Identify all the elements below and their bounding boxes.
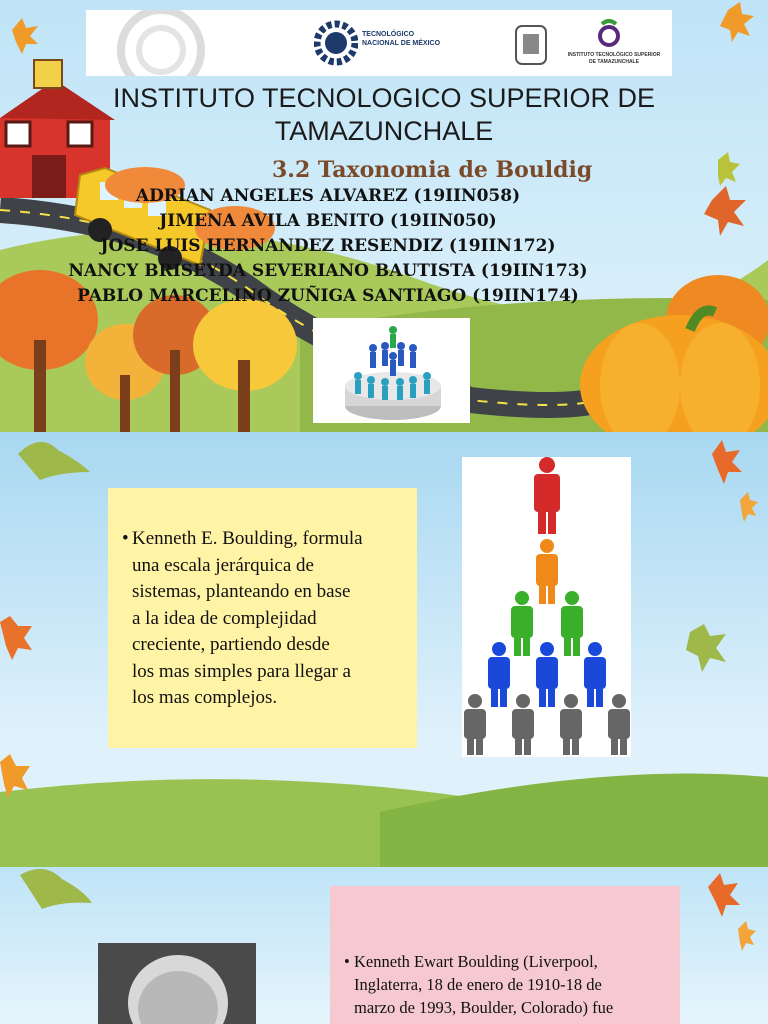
paragraph-line: creciente, partiendo desde bbox=[132, 634, 330, 655]
hierarchy-pyramid-image bbox=[462, 457, 631, 757]
aztec-calendar-watermark-icon bbox=[86, 10, 236, 76]
paragraph-line: Kenneth E. Boulding, formula bbox=[132, 528, 363, 549]
paragraph-line: los mas complejos. bbox=[132, 687, 278, 708]
itst-logo-icon bbox=[594, 18, 624, 50]
author-line: JIMENA AVILA BENITO (19IIN050) bbox=[159, 211, 497, 231]
logo-banner bbox=[86, 10, 672, 76]
biography-slide bbox=[0, 867, 768, 1024]
people-podium-icon bbox=[313, 318, 470, 423]
bullet-mark: • bbox=[344, 952, 350, 971]
institution-title bbox=[0, 82, 768, 148]
presentation-subtitle: 3.2 Taxonomia de Bouldig bbox=[272, 157, 593, 183]
state-crest-icon bbox=[510, 20, 552, 70]
biography-paragraph bbox=[338, 950, 678, 1019]
title-slide bbox=[0, 0, 768, 432]
author-line: NANCY BRISEYDA SEVERIANO BAUTISTA (19IIN173) bbox=[68, 261, 588, 281]
definition-text-box bbox=[108, 488, 417, 748]
definition-paragraph bbox=[116, 526, 416, 712]
author-line: ADRIAN ANGELES ALVAREZ (19IIN058) bbox=[135, 186, 521, 206]
author-line: PABLO MARCELINO ZUÑIGA SANTIAGO (19IIN174) bbox=[77, 286, 579, 306]
concept-slide bbox=[0, 432, 768, 867]
paragraph-line: Inglaterra, 18 de enero de 1910-18 de bbox=[354, 975, 602, 994]
people-hierarchy-pyramid-icon bbox=[462, 457, 631, 757]
paragraph-line: los mas simples para llegar a bbox=[132, 660, 351, 682]
people-podium-image bbox=[313, 318, 470, 423]
portrait-person-icon bbox=[98, 943, 256, 1024]
biography-text-box bbox=[330, 886, 680, 1024]
paragraph-line: sistemas, planteando en base bbox=[132, 581, 351, 602]
title-line-1: INSTITUTO TECNOLOGICO SUPERIOR DE bbox=[112, 83, 656, 113]
paragraph-line: Kenneth Ewart Boulding (Liverpool, bbox=[354, 952, 598, 971]
bullet-mark: • bbox=[122, 528, 129, 549]
boulding-portrait-photo bbox=[98, 943, 256, 1024]
tecnm-gear-logo-icon bbox=[314, 14, 358, 72]
paragraph-line: marzo de 1993, Boulder, Colorado) fue bbox=[354, 998, 614, 1017]
title-line-2: TAMAZUNCHALE bbox=[274, 116, 494, 146]
tecnm-logo-text: TECNOLÓGICO NACIONAL DE MÉXICO bbox=[362, 31, 441, 47]
itst-logo-text: INSTITUTO TECNOLÓGICO SUPERIOR DE TAMAZUNCHALE bbox=[567, 52, 661, 65]
paragraph-line: a la idea de complejidad bbox=[132, 607, 317, 629]
author-line: JOSE LUIS HERNANDEZ RESENDIZ (19IIN172) bbox=[100, 236, 556, 256]
paragraph-line: una escala jerárquica de bbox=[132, 554, 314, 576]
